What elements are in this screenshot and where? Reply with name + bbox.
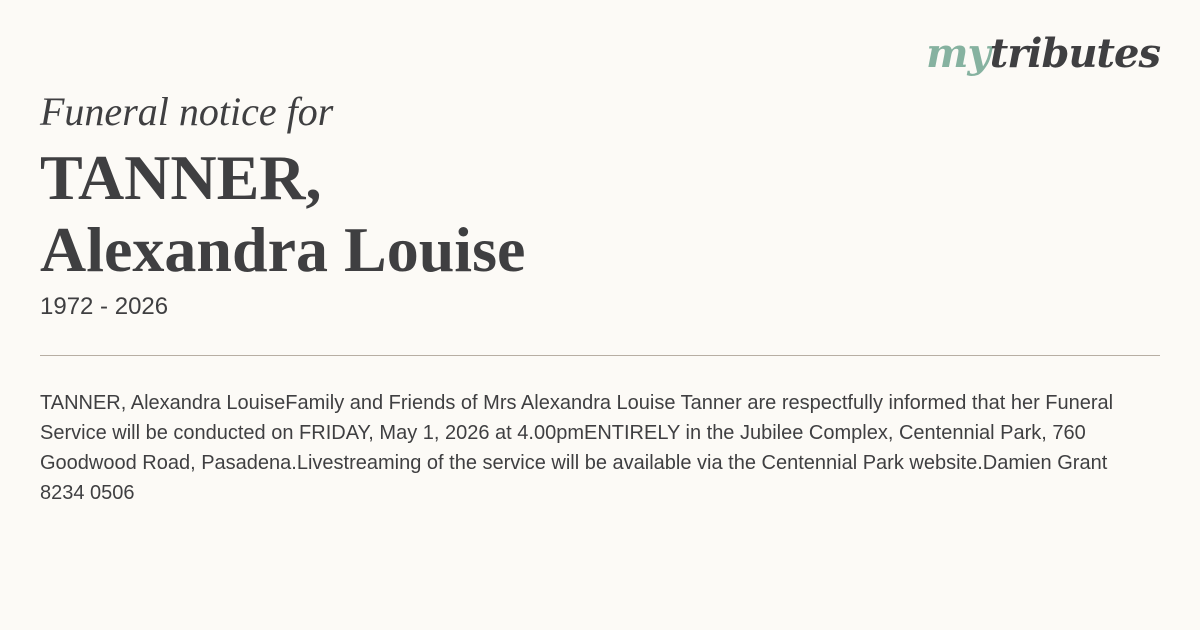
divider [40, 355, 1160, 356]
logo-my: my [926, 30, 990, 77]
notice-body: TANNER, Alexandra LouiseFamily and Friends of Mrs Alexandra Louise Tanner are respectfully informed that her Funeral Service will be conducted on FRIDAY, May 1, 2026 at 4.00pmENTIRELY in the Jubilee Complex, Centennial Park, 760 Goodwood Road, Pasadena.Livestreaming of the service will be available via the Centennial Park website.Damien Grant 8234 0506 [40, 392, 1114, 504]
deceased-surname: TANNER, [40, 142, 322, 213]
deceased-name [40, 142, 525, 286]
life-years: 1972 - 2026 [40, 293, 169, 320]
mytributes-logo[interactable] [926, 30, 1160, 77]
notice-kicker: Funeral notice for [40, 89, 334, 134]
logo-tributes: tributes [989, 30, 1160, 77]
deceased-given-names: Alexandra Louise [40, 214, 526, 285]
